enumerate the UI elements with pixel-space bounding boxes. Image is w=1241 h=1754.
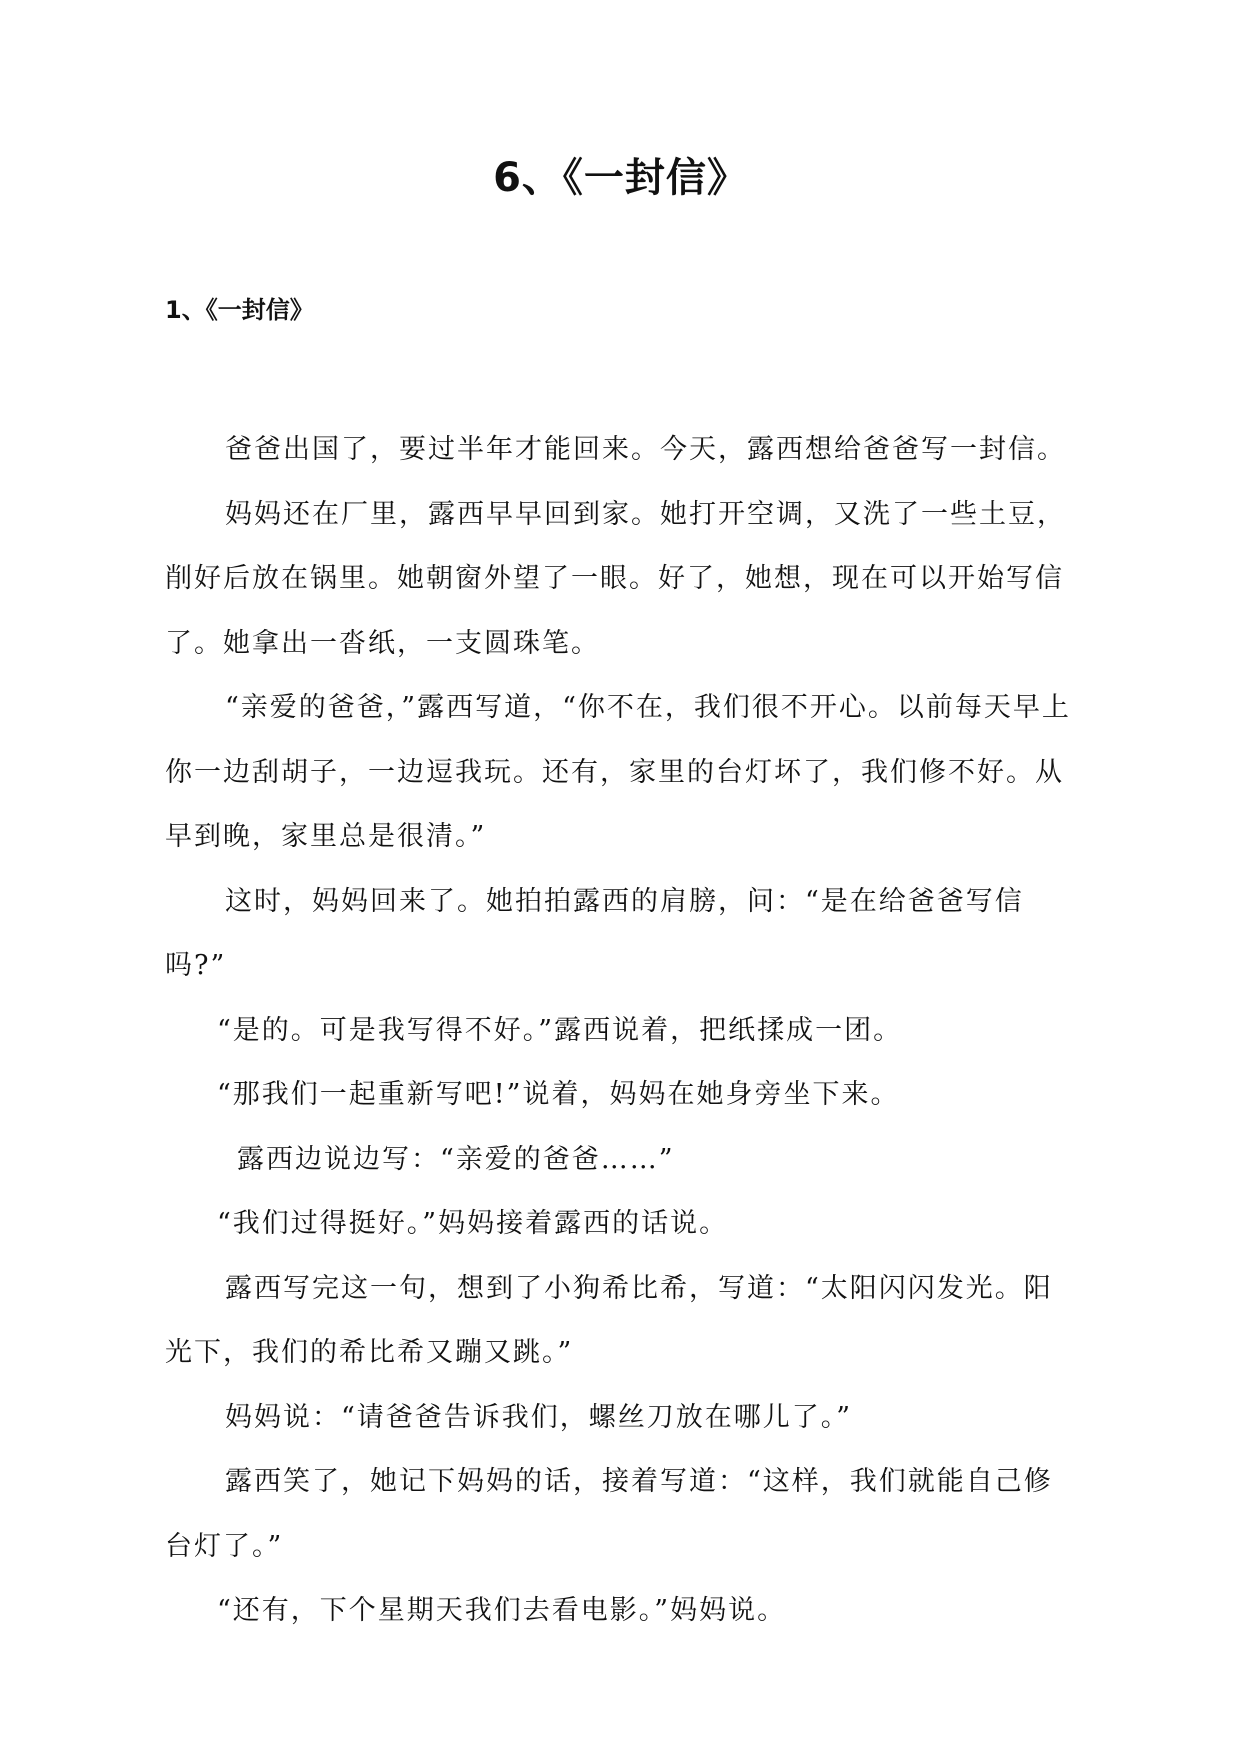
- paragraph: 露西笑了，她记下妈妈的话，接着写道：“这样，我们就能自己修台灯了。”: [165, 1466, 1053, 1562]
- page-title: 6、《一封信》: [493, 155, 748, 201]
- paragraph: 这时，妈妈回来了。她拍拍露西的肩膀，问：“是在给爸爸写信吗?”: [165, 885, 1024, 981]
- story-body: [165, 418, 1075, 1644]
- paragraph: “亲爱的爸爸，”露西写道，“你不在，我们很不开心。以前每天早上你一边刮胡子，一边逗我玩。还有，家里的台灯坏了，我们修不好。从早到晚，家里总是很清。”: [165, 692, 1071, 852]
- paragraph: 露西边说边写：“亲爱的爸爸……”: [237, 1143, 675, 1175]
- section-heading: 1、《一封信》: [165, 296, 314, 324]
- paragraph: 爸爸出国了，要过半年才能回来。今天，露西想给爸爸写一封信。: [225, 434, 1066, 465]
- paragraph: 露西写完这一句，想到了小狗希比希，写道：“太阳闪闪发光。阳光下，我们的希比希又蹦又跳。”: [165, 1272, 1053, 1368]
- paragraph: “那我们一起重新写吧!”说着，妈妈在她身旁坐下来。: [217, 1079, 900, 1110]
- paragraph: “我们过得挺好。”妈妈接着露西的话说。: [217, 1208, 729, 1239]
- paragraph: 妈妈还在厂里，露西早早回到家。她打开空调，又洗了一些土豆，削好后放在锅里。她朝窗外望了一眼。好了，她想，现在可以开始写信了。她拿出一沓纸，一支圆珠笔。: [165, 498, 1066, 659]
- paragraph: “还有，下个星期天我们去看电影。”妈妈说。: [217, 1595, 787, 1626]
- paragraph: 妈妈说：“请爸爸告诉我们，螺丝刀放在哪儿了。”: [225, 1401, 853, 1433]
- paragraph: “是的。可是我写得不好。”露西说着，把纸揉成一团。: [217, 1014, 903, 1046]
